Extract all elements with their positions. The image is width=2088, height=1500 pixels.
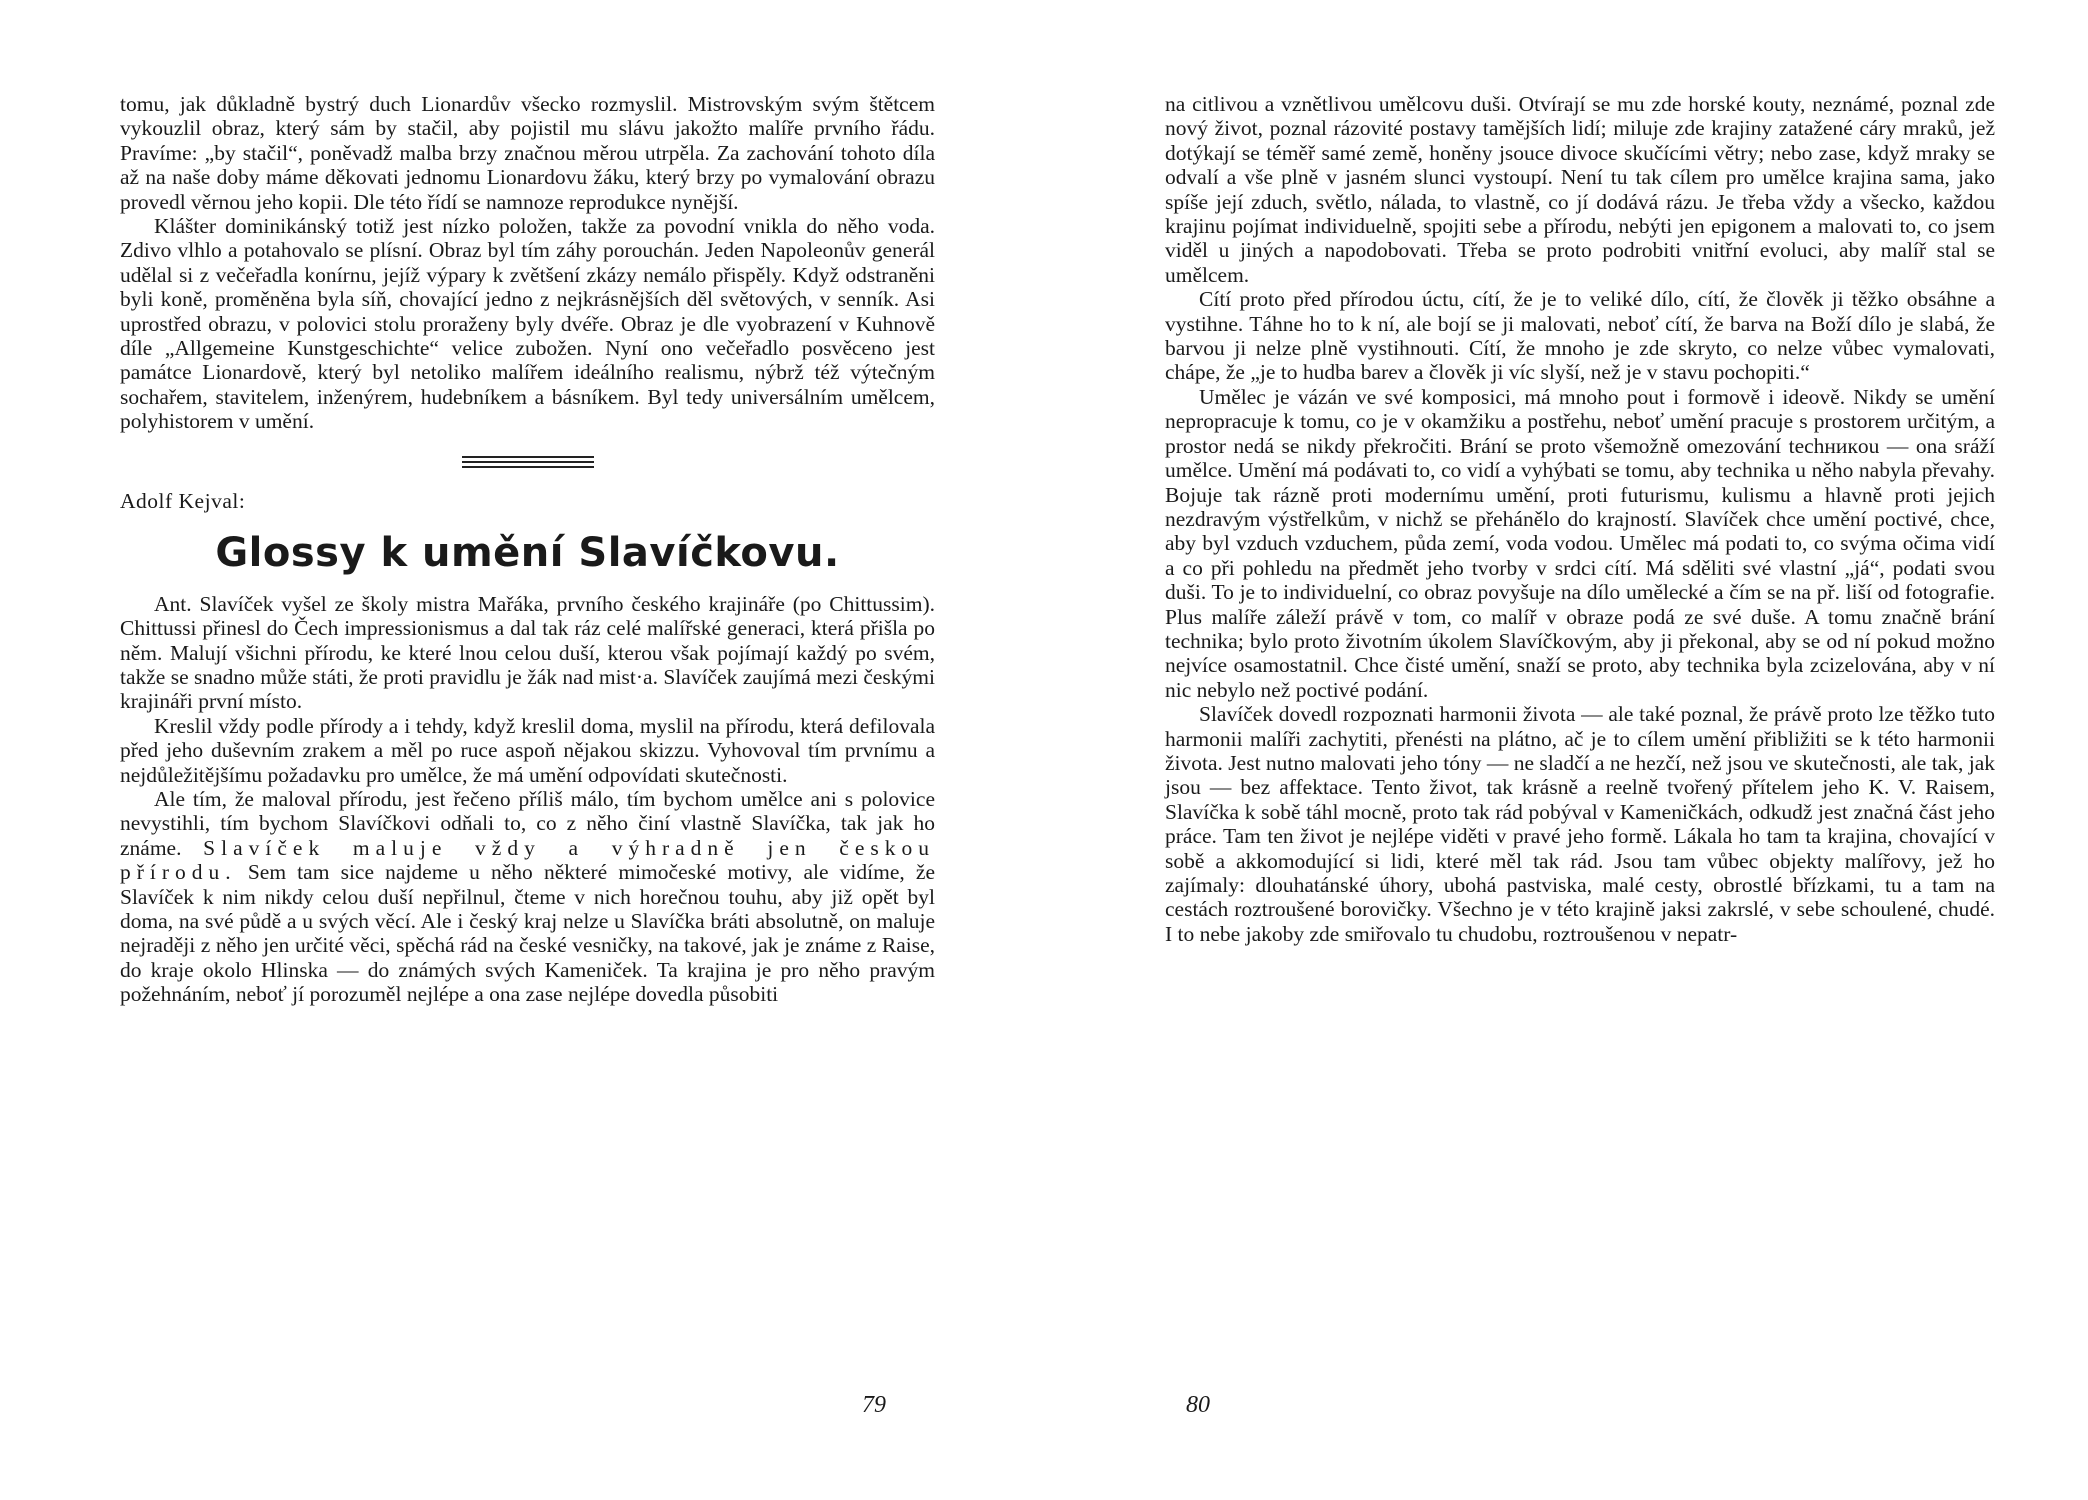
- paragraph: Kreslil vždy podle přírody a i tehdy, když kreslil doma, myslil na přírodu, která defilovala před jeho duševním zrakem a měl po ruce aspoň nějakou skizzu. Vyhovoval tím prvnímu a nejdůležitějšímu požadavku pro umělce, že má umění odpovídati skutečnosti.: [120, 713, 935, 787]
- section-divider: [462, 456, 594, 468]
- right-column: [1165, 92, 1995, 946]
- page-number: 79: [862, 1392, 886, 1418]
- paragraph: [120, 787, 935, 1007]
- paragraph: Cítí proto před přírodou úctu, cítí, že je to veliké dílo, cítí, že člověk ji těžko obsáhne a vystihne. Táhne ho to k ní, ale bojí se ji malovati, neboť cítí, že barva na Boží dílo je slabá, že barvou ji nelze plně vystihnouti. Cítí, že mnoho je zde skryto, co nelze vůbec vymalovati, chápe, že „je to hudba barev a člověk ji víc slyší, než je v stavu pochopiti.“: [1165, 287, 1995, 385]
- paragraph: tomu, jak důkladně bystrý duch Lionardův všecko rozmyslil. Mistrovským svým štětcem vykouzlil obraz, který sám by stačil, aby pojistil mu slávu jakožto malíře prvního řádu. Pravíme: „by stačil“, poněvadž malba brzy značnou měrou utrpěla. Za zachování tohoto díla až na naše doby máme děkovati jednomu Lionardovu žáku, který brzy po vymalování obrazu provedl věrnou jeho kopii. Dle této řídí se namnoze reprodukce nynější.: [120, 92, 935, 214]
- right-page: [1040, 0, 2088, 1500]
- article-author: Adolf Kejval:: [120, 488, 246, 513]
- paragraph: Ant. Slavíček vyšel ze školy mistra Mařáka, prvního českého krajináře (po Chittussim). Chittussi přinesl do Čech impressionismus a dal tak ráz celé malířské generaci, která přišla po něm. Malují všichni přírodu, ke které lnou celou duší, kterou však pojímají každý po svém, takže se snadno může státi, že proti pravidlu je žák nad mist·a. Slavíček zaujímá mezi českými krajináři první místo.: [120, 591, 935, 714]
- emphasized-text: Slavíček maluje vždy a výhradně jen českou přírodu.: [120, 835, 935, 885]
- paragraph: Umělec je vázán ve své komposici, má mnoho pout i formově i ideově. Nikdy se umění nepropracuje k tomu, co je v okamžiku a postřehu, neboť umění pracuje s prostorem určitým, a prostor nedá se nikdy překročiti. Brání se proto všemožně omezování techникou — ona sráží umělce. Umění má podávati to, co vidí a vyhýbati se tomu, aby technika u něho nabyla převahy. Bojuje tak rázně proti modernímu umění, proti futurismu, kulismu a hlavně proti jejich nezdravým výstřelkům, v nichž se přehánělo do krajností. Slavíček chce umění poctivé, chce, aby byl vzduch vzduchem, půda zemí, voda vodou. Umělec má podati to, co svýma očima vidí a co při pohledu na předmět jeho tvorby v srdci cítí. Má sděliti své vlastní „já“, podati svou duši. To je to individuelní, co obraz povyšuje na dílo umělecké a čím se na př. liší od fotografie. Plus malíře záleží právě v tom, co malíř v obraze podá ze své duše. A tomu značně brání technika; bylo proto životním úkolem Slavíčkovým, aby ji překonal, aby se od ní pokud možno nejvíce osamostatnil. Chce čisté umění, snaží se proto, aby technika byla zcizelována, aby v ní nic nebylo než poctivé podání.: [1165, 384, 1995, 702]
- paragraph: na citlivou a vznětlivou umělcovu duši. Otvírají se mu zde horské kouty, neznámé, poznal zde nový život, poznal rázovité postavy tamějších lidí; miluje zde krajiny zatažené cáry mraků, jež dotýkají se téměř samé země, honěny jsouce divoce skučícími větry; nebo zase, když mraky se odvalí a vše plně v jasném slunci vystoupí. Není tu tak cílem pro umělce krajina sama, jako spíše její zduch, světlo, nálada, to vlastně, co jí dodává rázu. Je třeba vždy a všecko, každou krajinu pojímat individuelně, spojiti sebe a přírodu, nebýti jen epigonem a malovati to, co jsem viděl u jiných a napodobovati. Třeba se proto podrobiti vnitřní evoluci, aby malíř stal se umělcem.: [1165, 92, 1995, 287]
- paragraph: Slavíček dovedl rozpoznati harmonii života — ale také poznal, že právě proto lze těžko tuto harmonii malíři zachytiti, přenésti na plátno, ač je to cílem umění přibližiti se k této harmonii života. Jest nutno malovati jeho tóny — ne sladčí a ne hezčí, než jsou ve skutečnosti, ale tak, jak jsou — bez affektace. Tento život, tak krásně a reelně tvořený přítelem jeho K. V. Raisem, Slavíčka k sobě táhl mocně, proto tak rád pobýval v Kameničkách, odkudž jest značná část jeho práce. Tam ten život je nejlépe viděti v pravé jeho formě. Lákala ho tam ta krajina, chovající v sobě a akkomodující si lidi, které měl tak rád. Jsou tam vůbec objekty malířovy, jež ho zajímaly: dlouhatánské úhory, ubohá pastviska, malé cesty, obrostlé břízkami, tu a tam na cestách roztroušené borovičky. Všechno je v této krajině jaksi zakrslé, v sebe schoulené, chudé. I to nebe jakoby zde smiřovalo tu chudobu, roztroušenou v nepatr-: [1165, 702, 1995, 946]
- page-number: 80: [1186, 1392, 1210, 1418]
- paragraph-text: Ale tím, že maloval přírodu, jest řečeno příliš málo, tím bychom umělce ani s polovice nevystihli, tím bychom Slavíčkovi odňali to, co z něho činí vlastně Slavíčka, tak jak ho známe.: [120, 786, 935, 860]
- left-column: [120, 92, 935, 1007]
- paragraph: Klášter dominikánský totiž jest nízko položen, takže za povodní vnikla do něho voda. Zdivo vlhlo a potahovalo se plísní. Obraz byl tím záhy porouchán. Jeden Napoleonův generál udělal si z večeřadla konírnu, jejíž výpary k zvětšení zkázy nemálo přispěly. Když odstraněni byli koně, proměněna byla síň, chovající jedno z nejkrásnějších děl světových, v senník. Asi uprostřed obrazu, v polovici stolu proraženy byly dvéře. Obraz je dle vyobrazení v Kuhnově díle „Allgemeine Kunstgeschichte“ velice zubožen. Nyní ono večeřadlo posvěceno jest památce Lionardově, který byl netoliko malířem ideálního realismu, nýbrž též výtečným sochařem, stavitelem, inženýrem, hudebníkem a básníkem. Byl tedy universálním umělcem, polyhistorem v umění.: [120, 214, 935, 434]
- left-page: [0, 0, 1040, 1500]
- article-title: Glossy k umění Slavíčkovu.: [215, 529, 840, 576]
- paragraph-text: Sem tam sice najdeme u něho některé mimočeské motivy, ale vidíme, že Slavíček k nim nikdy celou duší nepřilnul, čteme v nich horečnou touhu, aby již opět byl doma, na své půdě a u svých věcí. Ale i český kraj nelze u Slavíčka bráti absolutně, on maluje nejraději z něho jen určité věci, spěchá rád na české vesničky, na takové, jak je známe z Raise, do kraje okolo Hlinska — do známých svých Kameniček. Ta krajina je pro něho pravým požehnáním, neboť jí porozuměl nejlépe a ona zase nejlépe dovedla působiti: [120, 860, 935, 1007]
